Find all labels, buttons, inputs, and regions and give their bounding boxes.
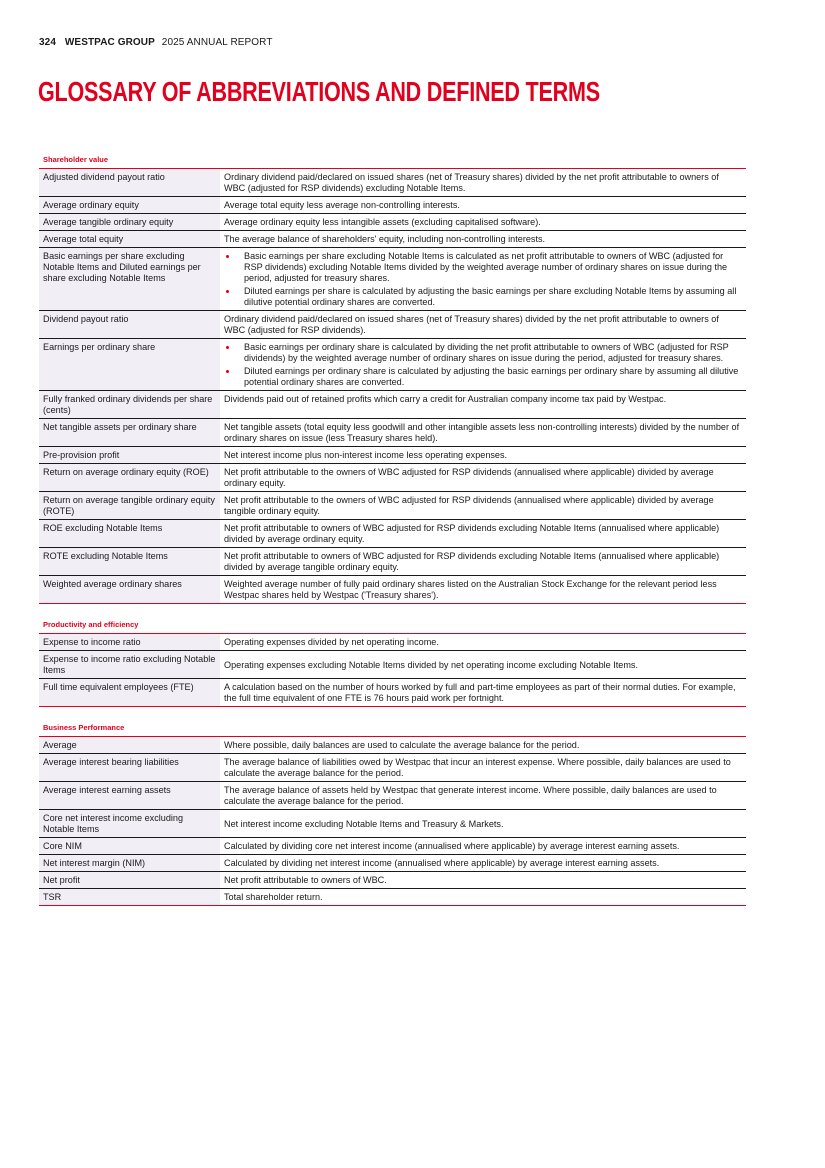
glossary-row [39,169,746,197]
glossary-row [39,634,746,651]
glossary-term: Earnings per ordinary share [39,339,220,391]
glossary-term: Adjusted dividend payout ratio [39,169,220,197]
glossary-definition: Operating expenses divided by net operating income. [220,634,746,651]
glossary-definition: Net profit attributable to the owners of WBC adjusted for RSP dividends (annualised where applicable) divided by average tangible ordinary equity. [220,492,746,520]
definition-bullet: Diluted earnings per share is calculated by adjusting the basic earnings per share excluding Notable Items by assuming all dilutive potential ordinary shares are converted. [224,286,742,308]
glossary-row [39,231,746,248]
glossary-row [39,214,746,231]
page-title: GLOSSARY OF ABBREVIATIONS AND DEFINED TERMS [38,76,600,107]
glossary-term: Average total equity [39,231,220,248]
glossary-term: Expense to income ratio excluding Notable Items [39,651,220,679]
section-label-productivity-and-efficiency: Productivity and efficiency [39,618,746,634]
glossary-term: Core net interest income excluding Notable Items [39,810,220,838]
glossary-term: Weighted average ordinary shares [39,576,220,604]
glossary-row [39,889,746,906]
glossary-term: Return on average ordinary equity (ROE) [39,464,220,492]
glossary-term: Pre-provision profit [39,447,220,464]
glossary-term: Return on average tangible ordinary equity (ROTE) [39,492,220,520]
page-header [39,37,273,48]
glossary-term: Net interest margin (NIM) [39,855,220,872]
section-gap [39,604,746,618]
glossary-definition: Dividends paid out of retained profits which carry a credit for Australian company income tax paid by Westpac. [220,391,746,419]
glossary-definition: Calculated by dividing core net interest income (annualised where applicable) by average interest earning assets. [220,838,746,855]
glossary-row [39,248,746,311]
glossary-definition: Net interest income excluding Notable Items and Treasury & Markets. [220,810,746,838]
definition-bullet-list [224,251,742,308]
glossary-term: Average interest bearing liabilities [39,754,220,782]
glossary-term: Core NIM [39,838,220,855]
glossary-term: Basic earnings per share excluding Notable Items and Diluted earnings per share excluding Notable Items [39,248,220,311]
glossary [39,153,746,906]
glossary-term: Average [39,737,220,754]
glossary-table-productivity-and-efficiency [39,634,746,707]
glossary-term: Net profit [39,872,220,889]
glossary-row [39,520,746,548]
definition-bullet: Basic earnings per share excluding Notable Items is calculated as net profit attributable to owners of WBC (adjusted for RSP dividends) excluding Notable Items divided by the weighted average number of ordinary shares on issue during the period, adjusted for treasury shares. [224,251,742,284]
section-gap [39,707,746,721]
section-label-shareholder-value: Shareholder value [39,153,746,169]
glossary-definition: A calculation based on the number of hours worked by full and part-time employees as part of their normal duties. For example, the full time equivalent of one FTE is 76 hours paid work per fortnight. [220,679,746,707]
glossary-row [39,548,746,576]
glossary-definition: The average balance of liabilities owed by Westpac that incur an interest expense. Where possible, daily balances are used to calculate the average balance for the period. [220,754,746,782]
glossary-row [39,838,746,855]
glossary-row [39,447,746,464]
glossary-row [39,576,746,604]
glossary-definition: Calculated by dividing net interest income (annualised where applicable) by average interest earning assets. [220,855,746,872]
glossary-row [39,492,746,520]
glossary-row [39,872,746,889]
glossary-row [39,311,746,339]
glossary-term: ROTE excluding Notable Items [39,548,220,576]
glossary-definition: Net profit attributable to owners of WBC adjusted for RSP dividends excluding Notable Items (annualised where applicable) divided by average ordinary equity. [220,520,746,548]
glossary-row [39,810,746,838]
glossary-definition: The average balance of assets held by Westpac that generate interest income. Where possible, daily balances are used to calculate the average balance for the period. [220,782,746,810]
glossary-row [39,679,746,707]
glossary-row [39,737,746,754]
glossary-definition: Net profit attributable to the owners of WBC adjusted for RSP dividends (annualised where applicable) divided by average ordinary equity. [220,464,746,492]
glossary-term: ROE excluding Notable Items [39,520,220,548]
glossary-definition: Total shareholder return. [220,889,746,906]
glossary-term: Average tangible ordinary equity [39,214,220,231]
glossary-definition: Ordinary dividend paid/declared on issued shares (net of Treasury shares) divided by the net profit attributable to owners of WBC (adjusted for RSP dividends) excluding Notable Items. [220,169,746,197]
glossary-definition: Net tangible assets (total equity less goodwill and other intangible assets less non-controlling interests) divided by the number of ordinary shares on issue (less Treasury shares held). [220,419,746,447]
glossary-definition: Net profit attributable to owners of WBC. [220,872,746,889]
definition-bullet-list [224,342,742,388]
glossary-term: Fully franked ordinary dividends per share (cents) [39,391,220,419]
glossary-row [39,855,746,872]
glossary-row [39,464,746,492]
glossary-row [39,651,746,679]
section-label-business-performance: Business Performance [39,721,746,737]
glossary-row [39,339,746,391]
glossary-definition: Weighted average number of fully paid ordinary shares listed on the Australian Stock Exchange for the relevant period less Westpac shares held by Westpac ('Treasury shares'). [220,576,746,604]
report-name: 2025 ANNUAL REPORT [161,37,273,48]
brand-name: WESTPAC GROUP [64,37,155,48]
glossary-row [39,391,746,419]
glossary-term: TSR [39,889,220,906]
glossary-definition: Average total equity less average non-controlling interests. [220,197,746,214]
definition-bullet: Diluted earnings per ordinary share is calculated by adjusting the basic earnings per ordinary share by assuming all dilutive potential ordinary shares are converted. [224,366,742,388]
glossary-definition [220,339,746,391]
glossary-definition [220,248,746,311]
glossary-term: Expense to income ratio [39,634,220,651]
glossary-table-shareholder-value [39,169,746,604]
glossary-row [39,419,746,447]
definition-bullet: Basic earnings per ordinary share is calculated by dividing the net profit attributable to owners of WBC (adjusted for RSP dividends) by the weighted average number of ordinary shares on issue during the period, adjusted for treasury shares. [224,342,742,364]
glossary-row [39,754,746,782]
glossary-term: Average interest earning assets [39,782,220,810]
glossary-term: Dividend payout ratio [39,311,220,339]
glossary-definition: Net profit attributable to owners of WBC adjusted for RSP dividends excluding Notable Items (annualised where applicable) divided by average tangible ordinary equity. [220,548,746,576]
glossary-definition: Operating expenses excluding Notable Items divided by net operating income excluding Notable Items. [220,651,746,679]
glossary-definition: Average ordinary equity less intangible assets (excluding capitalised software). [220,214,746,231]
glossary-definition: Net interest income plus non-interest income less operating expenses. [220,447,746,464]
glossary-definition: Where possible, daily balances are used to calculate the average balance for the period. [220,737,746,754]
glossary-term: Net tangible assets per ordinary share [39,419,220,447]
glossary-table-business-performance [39,737,746,906]
glossary-row [39,782,746,810]
glossary-definition: Ordinary dividend paid/declared on issued shares (net of Treasury shares) divided by the net profit attributable to owners of WBC (adjusted for RSP dividends). [220,311,746,339]
glossary-term: Full time equivalent employees (FTE) [39,679,220,707]
glossary-term: Average ordinary equity [39,197,220,214]
glossary-row [39,197,746,214]
glossary-definition: The average balance of shareholders' equity, including non-controlling interests. [220,231,746,248]
page-number: 324 [39,37,56,48]
